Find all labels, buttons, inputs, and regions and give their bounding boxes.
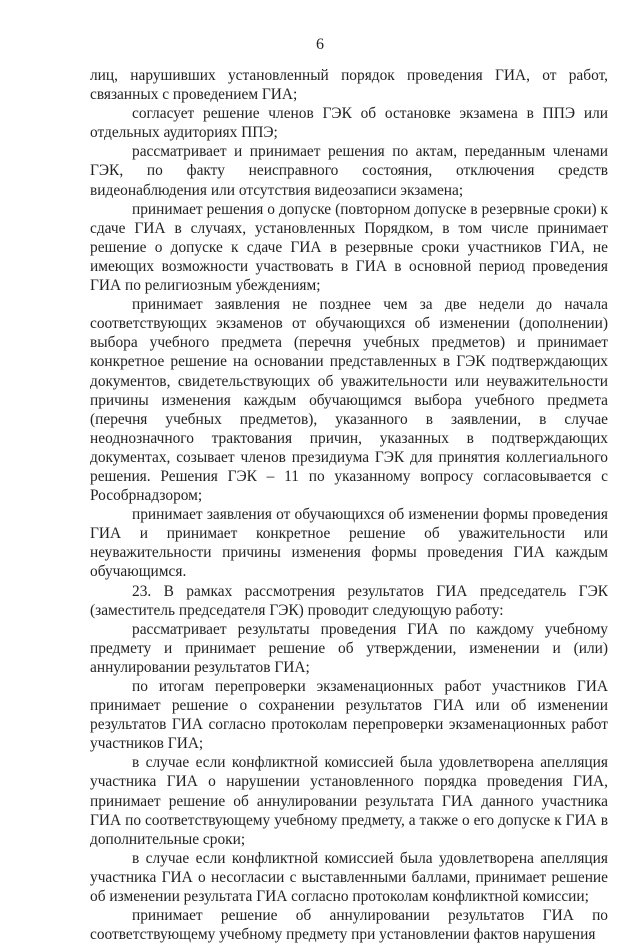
paragraph: в случае если конфликтной комиссией была удовлетворена апелляция участника ГИА о несогласии с выставленными баллами, принимает решение об изменении результата ГИА согласно протоколам конфликтной комиссии; — [90, 849, 608, 906]
paragraph: принимает заявления не позднее чем за две недели до начала соответствующих экзаменов от обучающихся об изменении (дополнении) выбора учебного предмета (перечня учебных предметов) и принимает конкретное решение на основании представленных в ГЭК подтверждающих документов, свидетельствующих об уважительности или неуважительности причины изменения каждым обучающимся выбора учебного предмета (перечня учебных предметов), указанного в заявлении, в случае неоднозначного трактования причин, указанных в подтверждающих документах, созывает членов президиума ГЭК для принятия коллегиального решения. Решения ГЭК – 11 по указанному вопросу согласовывается с Рособрнадзором; — [90, 296, 608, 505]
paragraph: принимает решения о допуске (повторном допуске в резервные сроки) к сдаче ГИА в случаях, установленных Порядком, в том числе принимает решение о допуске к сдаче ГИА в резервные сроки участников ГИА, не имеющих возможности участвовать в ГИА в основной период проведения ГИА по религиозным убеждениям; — [90, 200, 608, 295]
paragraph: по итогам перепроверки экзаменационных работ участников ГИА принимает решение о сохранении результатов ГИА или об изменении результатов ГИА согласно протоколам перепроверки экзаменационных работ участников ГИА; — [90, 678, 608, 753]
document-body — [90, 66, 608, 944]
paragraph: рассматривает результаты проведения ГИА по каждому учебному предмету и принимает решение об утверждении, изменении и (или) аннулировании результатов ГИА; — [90, 620, 608, 676]
section-paragraph: 23. В рамках рассмотрения результатов ГИА председатель ГЭК (заместитель председателя ГЭК) проводит следующую работу: — [90, 582, 608, 619]
paragraph: лиц, нарушивших установленный порядок проведения ГИА, от работ, связанных с проведением ГИА; — [90, 67, 608, 104]
paragraph: рассматривает и принимает решения по актам, переданным членами ГЭК, по факту неисправного состояния, отключения средств видеонаблюдения или отсутствия видеозаписи экзамена; — [90, 143, 608, 199]
page-number: 6 — [316, 36, 324, 53]
paragraph: согласует решение членов ГЭК об остановке экзамена в ППЭ или отдельных аудиториях ППЭ; — [90, 105, 608, 142]
paragraph: в случае если конфликтной комиссией была удовлетворена апелляция участника ГИА о нарушении установленного порядка проведения ГИА, принимает решение об аннулировании результата ГИА данного участника ГИА по соответствующему учебному предмету, а также о его допуске к ГИА в дополнительные сроки; — [90, 754, 608, 848]
paragraph: принимает заявления от обучающихся об изменении формы проведения ГИА и принимает конкретное решение об уважительности или неуважительности причины изменения формы проведения ГИА каждым обучающимся. — [90, 506, 608, 581]
paragraph: принимает решение об аннулировании результатов ГИА по соответствующему учебному предмету при установлении фактов нарушения — [90, 907, 608, 944]
